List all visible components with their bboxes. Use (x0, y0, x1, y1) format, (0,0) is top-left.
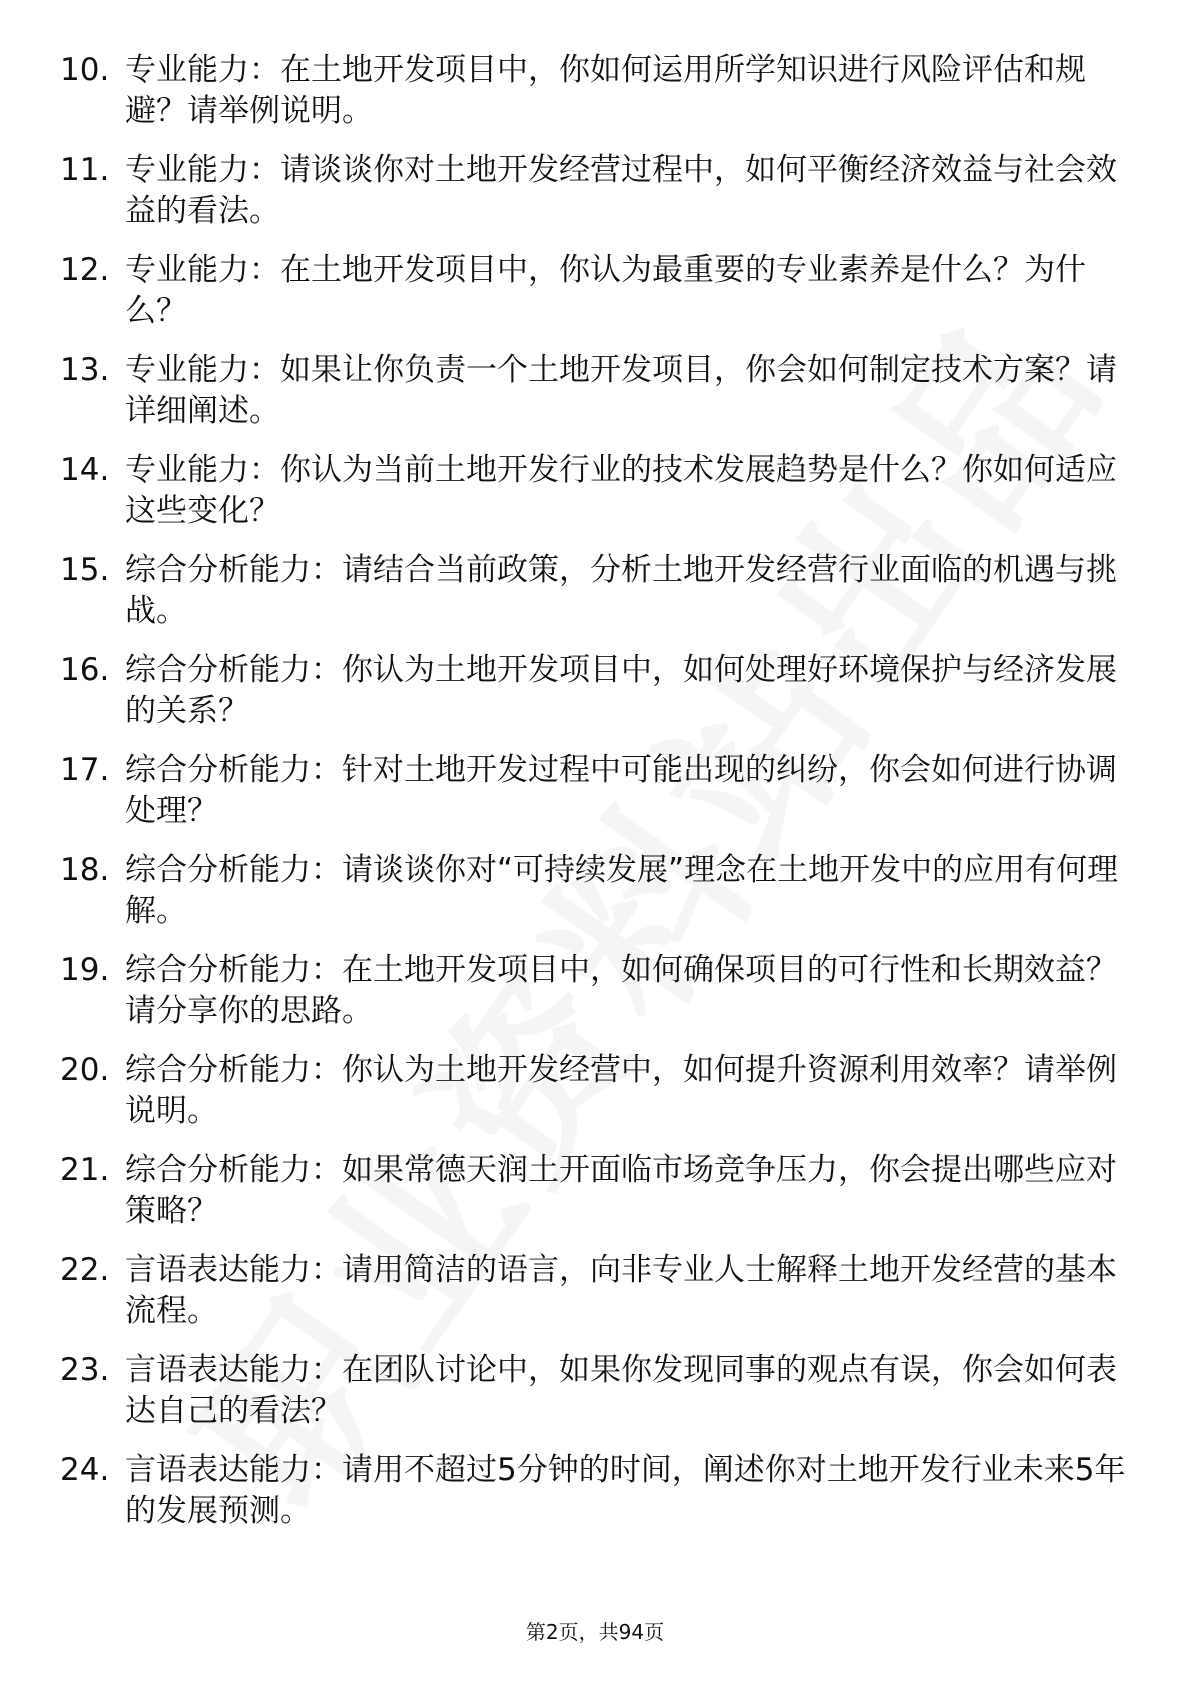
question-number: 22. (60, 1252, 110, 1288)
question-number: 12. (60, 252, 110, 288)
question-list (60, 50, 1130, 1550)
question-text: 言语表达能力：在团队讨论中，如果你发现同事的观点有误，你会如何表达自己的看法？ (125, 1352, 1117, 1429)
question-item (60, 550, 1130, 632)
question-item (60, 1350, 1130, 1432)
question-text: 专业能力：你认为当前土地开发行业的技术发展趋势是什么？你如何适应这些变化？ (125, 452, 1117, 529)
question-item (60, 150, 1130, 232)
question-number: 20. (60, 1052, 110, 1088)
question-text: 综合分析能力：请结合当前政策，分析土地开发经营行业面临的机遇与挑战。 (125, 552, 1117, 629)
question-item (60, 1450, 1130, 1532)
question-number: 24. (60, 1452, 110, 1488)
question-number: 21. (60, 1152, 110, 1188)
question-number: 19. (60, 952, 110, 988)
question-item (60, 1050, 1130, 1132)
question-text: 综合分析能力：你认为土地开发项目中，如何处理好环境保护与经济发展的关系？ (125, 652, 1117, 729)
question-item (60, 950, 1130, 1032)
question-text: 言语表达能力：请用不超过5分钟的时间，阐述你对土地开发行业未来5年的发展预测。 (125, 1452, 1126, 1529)
question-item (60, 450, 1130, 532)
question-item (60, 750, 1130, 832)
question-item (60, 50, 1130, 132)
question-number: 23. (60, 1352, 110, 1388)
question-item (60, 1250, 1130, 1332)
question-item (60, 350, 1130, 432)
question-text: 综合分析能力：你认为土地开发经营中，如何提升资源利用效率？请举例说明。 (125, 1052, 1117, 1129)
question-number: 14. (60, 452, 110, 488)
question-text: 综合分析能力：如果常德天润土开面临市场竞争压力，你会提出哪些应对策略？ (125, 1152, 1117, 1229)
question-text: 专业能力：如果让你负责一个土地开发项目，你会如何制定技术方案？请详细阐述。 (125, 352, 1117, 429)
question-number: 16. (60, 652, 110, 688)
question-number: 13. (60, 352, 110, 388)
question-number: 11. (60, 152, 110, 188)
question-text: 专业能力：请谈谈你对土地开发经营过程中，如何平衡经济效益与社会效益的看法。 (125, 152, 1117, 229)
question-number: 15. (60, 552, 110, 588)
question-number: 17. (60, 752, 110, 788)
question-number: 10. (60, 52, 110, 88)
question-number: 18. (60, 852, 110, 888)
question-text: 专业能力：在土地开发项目中，你认为最重要的专业素养是什么？为什么？ (125, 252, 1086, 329)
question-text: 综合分析能力：针对土地开发过程中可能出现的纠纷，你会如何进行协调处理？ (125, 752, 1117, 829)
question-text: 言语表达能力：请用简洁的语言，向非专业人士解释土地开发经营的基本流程。 (125, 1252, 1117, 1329)
question-text: 综合分析能力：在土地开发项目中，如何确保项目的可行性和长期效益？请分享你的思路。 (125, 952, 1117, 1029)
question-text: 专业能力：在土地开发项目中，你如何运用所学知识进行风险评估和规避？请举例说明。 (125, 52, 1086, 129)
question-item (60, 250, 1130, 332)
page-footer: 第2页，共94页 (525, 1620, 665, 1644)
question-item (60, 650, 1130, 732)
question-text: 综合分析能力：请谈谈你对“可持续发展”理念在土地开发中的应用有何理解。 (125, 852, 1119, 929)
question-item (60, 1150, 1130, 1232)
question-item (60, 850, 1130, 932)
